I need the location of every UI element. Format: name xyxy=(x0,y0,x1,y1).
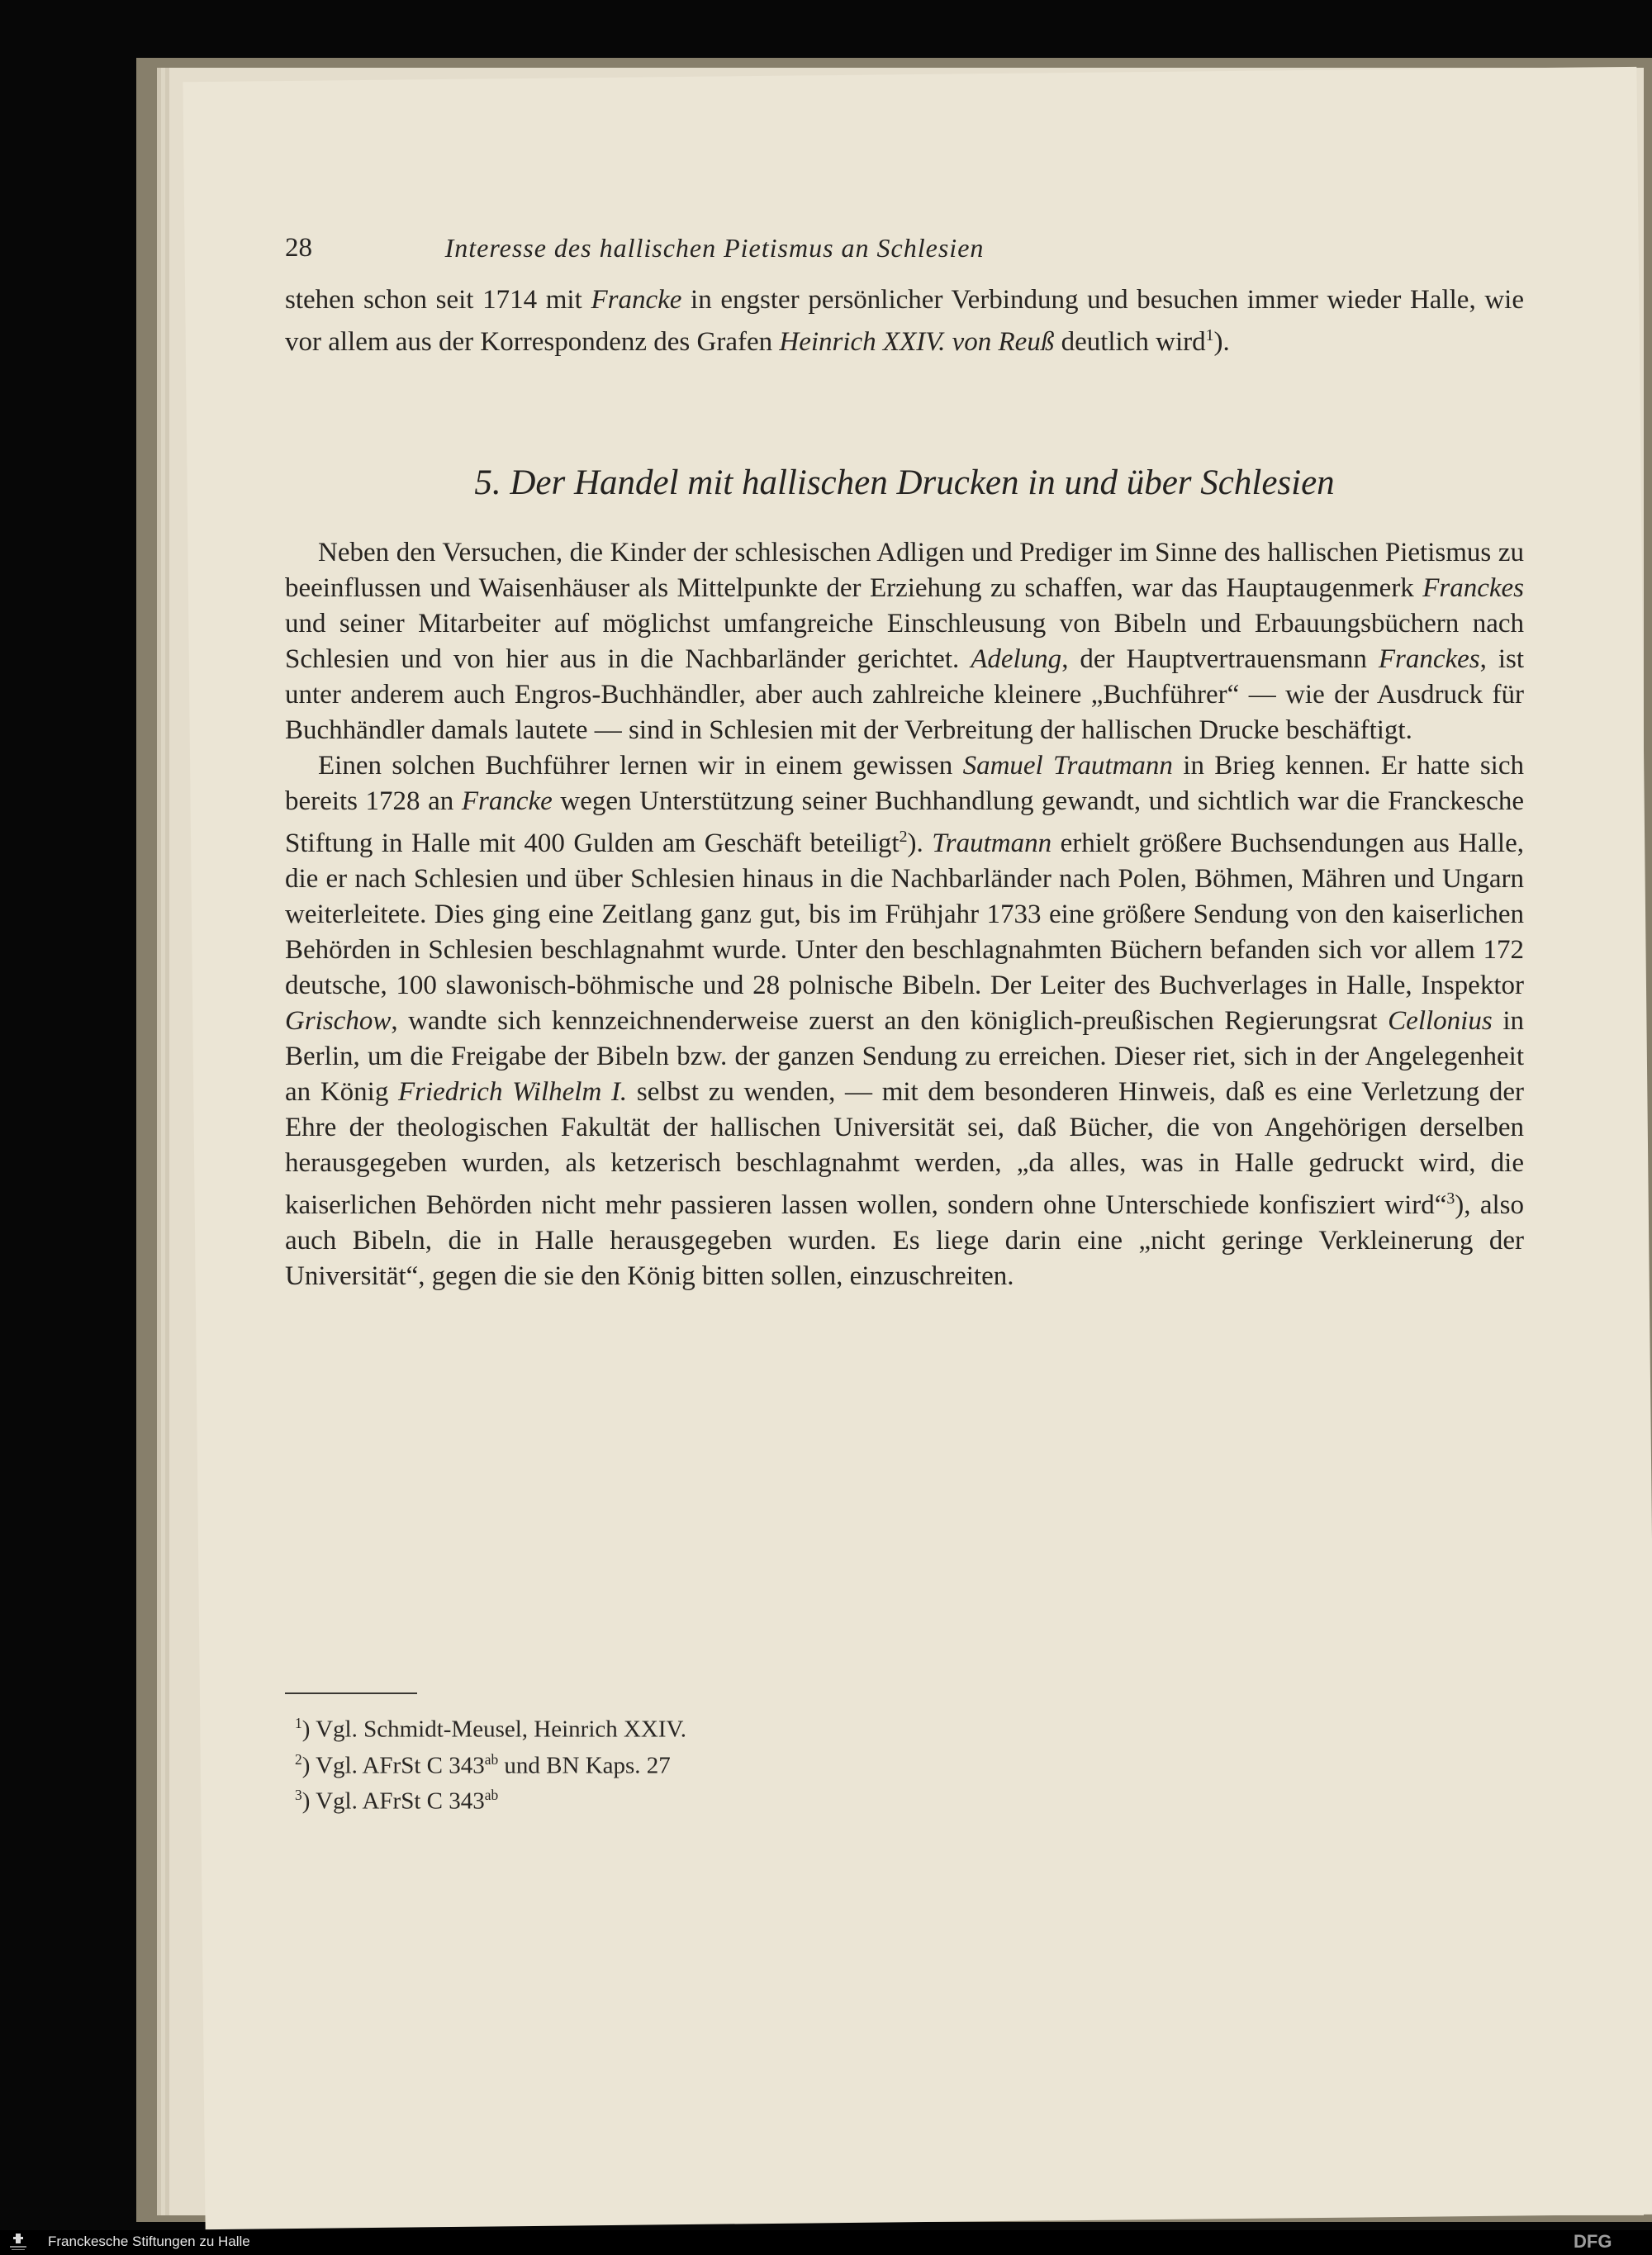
text-run: in engster persönlicher Verbindung und besuchen immer wieder Halle, wie vor allem aus der Korrespondenz des Grafen xyxy=(285,285,1524,357)
page-number: 28 xyxy=(285,233,312,263)
footnote-3 xyxy=(295,1780,1038,1816)
text-run: in Brieg kennen. Er hatte sich bereits 1728 an xyxy=(285,751,1524,816)
name-franckes: Franckes xyxy=(1378,644,1480,674)
institution-logo-icon xyxy=(7,2232,30,2252)
footnote-ref: 2 xyxy=(899,828,908,846)
text-run: selbst zu wenden, — mit dem besonderen Hinweis, daß es eine Verletzung der Ehre der theologischen Fakultät der hallischen Universität sei, daß Bücher, die von Angehörigen derselben herausgegeben wurden, als ketzerisch beschlagnahmt werden, „da alles, was in Halle gedruckt wird, die kaiserlichen Behörden nicht mehr passieren lassen wollen, sondern ohne Unterschiede konfisziert wird“ xyxy=(285,1077,1524,1220)
text-run: , der Hauptvertrauensmann xyxy=(1061,644,1379,674)
name-friedrich: Friedrich Wilhelm I. xyxy=(397,1077,628,1107)
footnote-superscript: ab xyxy=(484,1750,499,1768)
name-trautmann: Trautmann xyxy=(932,828,1052,858)
footnote-text: ) Vgl. AFrSt C 343 xyxy=(301,1752,485,1779)
running-title: Interesse des hallischen Pietismus an Schlesien xyxy=(444,233,985,263)
text-run: Neben den Versuchen, die Kinder der schlesischen Adligen und Prediger im Sinne des hallischen Pietismus zu beeinflussen und Waisenhäuser als Mittelpunkte der Erziehung zu schaffen, war das Hauptaugenmerk xyxy=(285,538,1524,603)
name-grischow: Grischow xyxy=(285,1006,392,1036)
text-run: deutlich wird xyxy=(1054,327,1206,357)
footnote-1 xyxy=(295,1708,1038,1745)
text-run: Einen solchen Buchführer lernen wir in einem gewissen xyxy=(318,751,963,781)
text-run: ), also auch Bibeln, die in Halle herausgegeben wurden. Es liege darin eine „nicht geringe Verkleinerung der Universität“, gegen die sie den König bitten sollen, einzuschreiten. xyxy=(285,1190,1524,1291)
running-head xyxy=(285,233,1144,266)
text-run: und seiner Mitarbeiter auf möglichst umfangreiche Einschleusung von Bibeln und Erbauungsbüchern nach Schlesien und von hier aus in die Nachbarländer gerichtet. xyxy=(285,609,1524,674)
footnotes xyxy=(295,1708,1038,1816)
text-run: wegen Unterstützung seiner Buchhandlung gewandt, und sichtlich war die Franckesche Stiftung in Halle mit 400 Gulden am Geschäft beteiligt xyxy=(285,786,1524,858)
text-run: stehen schon seit 1714 mit xyxy=(285,285,591,315)
footnote-mark: 1 xyxy=(295,1715,302,1731)
text-run: ). xyxy=(1213,327,1230,357)
footnote-mark: 3 xyxy=(295,1787,302,1804)
name-trautmann: Samuel Trautmann xyxy=(962,751,1173,781)
text-run: ). xyxy=(907,828,933,858)
name-francke: Francke xyxy=(591,285,682,315)
name-adelung: Adelung xyxy=(971,644,1062,674)
footnote-mark: 2 xyxy=(295,1750,302,1768)
footnote-divider xyxy=(285,1692,417,1694)
name-francke: Francke xyxy=(461,786,553,816)
footnote-2 xyxy=(295,1745,1038,1781)
name-franckes: Franckes xyxy=(1422,573,1524,603)
footnote-text: ) Vgl. AFrSt C 343 xyxy=(301,1787,485,1815)
footnote-text: und BN Kaps. 27 xyxy=(498,1752,671,1779)
footer-institution: Franckesche Stiftungen zu Halle xyxy=(48,2234,250,2249)
footnote-superscript: ab xyxy=(484,1787,499,1804)
text-run: , wandte sich kennzeichnenderweise zuerst an den königlich-preußischen Regierungsrat xyxy=(391,1006,1389,1036)
name-cellonius: Cellonius xyxy=(1388,1006,1493,1036)
section-body xyxy=(285,535,1524,1294)
funder-logo: DFG xyxy=(1574,2231,1612,2252)
footnote-ref: 1 xyxy=(1205,326,1214,344)
section-heading: 5. Der Handel mit hallischen Drucken in und über Schlesien xyxy=(474,463,1335,502)
intro-paragraph xyxy=(285,282,1524,360)
text-run: erhielt größere Buchsendungen aus Halle, die er nach Schlesien und über Schlesien hinaus in die Nachbarländer nach Polen, Böhmen, Mähren und Ungarn weiterleitete. Dies ging eine Zeitlang ganz gut, bis im Frühjahr 1733 eine größere Sendung von den kaiserlichen Behörden in Schlesien beschlagnahmt wurde. Unter den beschlagnahmten Büchern befanden sich vor allem 172 deutsche, 100 slawonisch-böhmische und 28 polnische Bibeln. Der Leiter des Buchverlages in Halle, Inspektor xyxy=(285,828,1524,1000)
footnote-text: ) Vgl. Schmidt-Meusel, Heinrich XXIV. xyxy=(301,1716,686,1743)
text-run: , ist unter anderem auch Engros-Buchhändler, aber auch zahlreiche kleinere „Buchführer“ — wie der Ausdruck für Buchhändler damals lautete — sind in Schlesien mit der Verbreitung der hallischen Drucke beschäftigt. xyxy=(285,644,1525,745)
body-paragraph-1 xyxy=(285,535,1524,748)
body-paragraph-2 xyxy=(285,748,1524,1294)
text-run: in Berlin, um die Freigabe der Bibeln bzw. der ganzen Sendung zu erreichen. Dieser riet, sich in der Angelegenheit an König xyxy=(285,1006,1524,1107)
footnote-ref: 3 xyxy=(1446,1189,1455,1208)
name-heinrich: Heinrich XXIV. von Reuß xyxy=(779,327,1055,357)
